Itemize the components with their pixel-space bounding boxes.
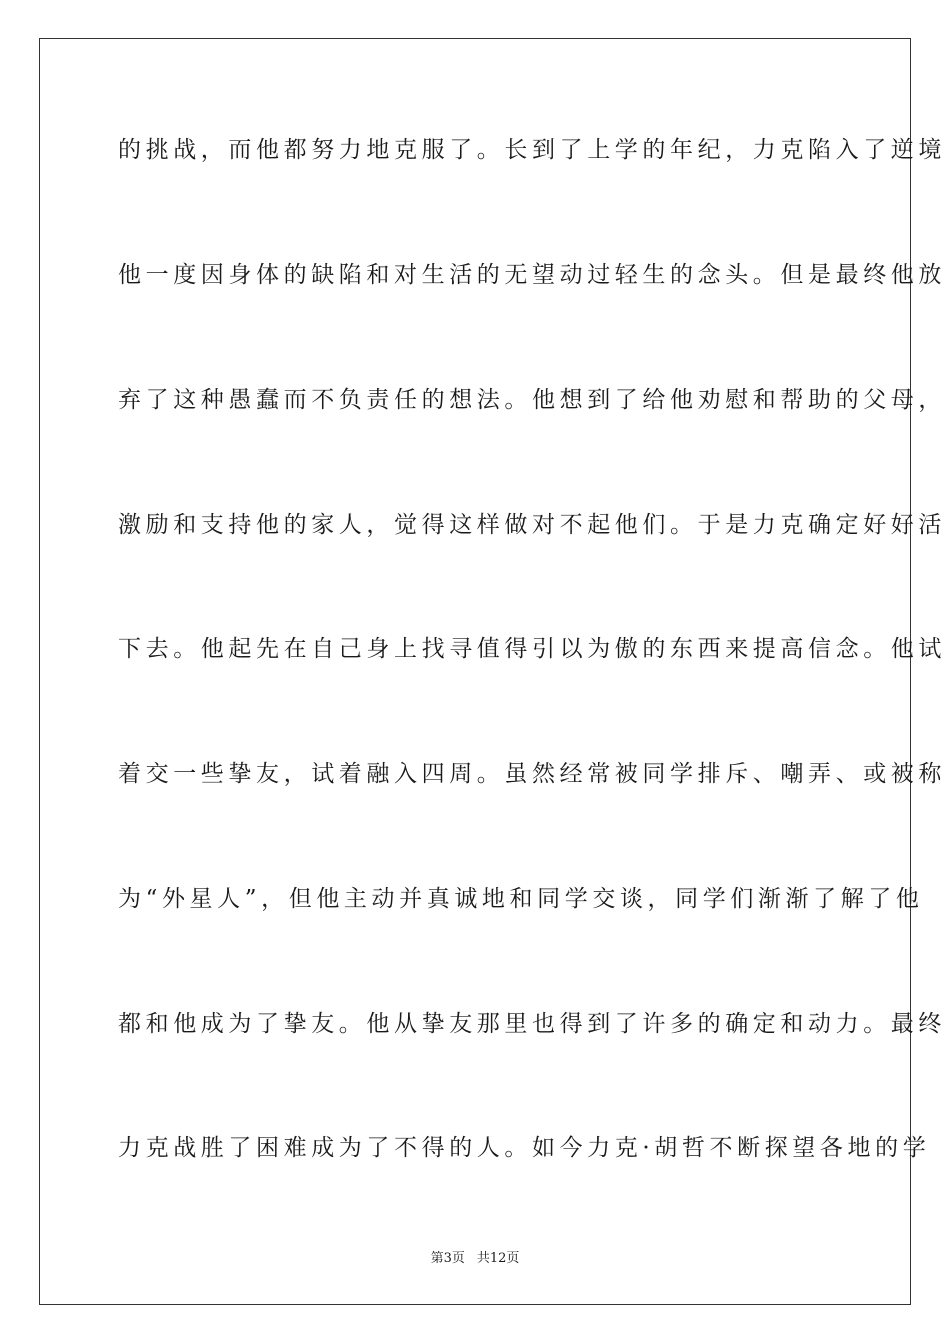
body-line-8: 都和他成为了挚友。他从挚友那里也得到了许多的确定和动力。最终 (118, 1011, 946, 1037)
page-border (39, 38, 946, 1305)
body-line-9: 力克战胜了困难成为了不得的人。如今力克·胡哲不断探望各地的学 (118, 1135, 931, 1161)
page-number: 第3页 (430, 1251, 465, 1266)
page-total: 共12页 (476, 1251, 520, 1266)
body-line-6: 着交一些挚友，试着融入四周。虽然经常被同学排斥、嘲弄、或被称 (118, 761, 946, 787)
page-footer (0, 1247, 950, 1266)
body-line-7: 为“外星人”，但他主动并真诚地和同学交谈，同学们渐渐了解了他 (118, 886, 924, 912)
body-line-2: 他一度因身体的缺陷和对生活的无望动过轻生的念头。但是最终他放 (118, 262, 946, 288)
body-line-5: 下去。他起先在自己身上找寻值得引以为傲的东西来提高信念。他试 (118, 636, 946, 662)
body-line-1: 的挑战，而他都努力地克服了。长到了上学的年纪，力克陷入了逆境 (118, 137, 946, 163)
body-line-3: 弃了这种愚蠢而不负责任的想法。他想到了给他劝慰和帮助的父母， (118, 387, 946, 413)
body-line-4: 激励和支持他的家人，觉得这样做对不起他们。于是力克确定好好活 (118, 512, 946, 538)
